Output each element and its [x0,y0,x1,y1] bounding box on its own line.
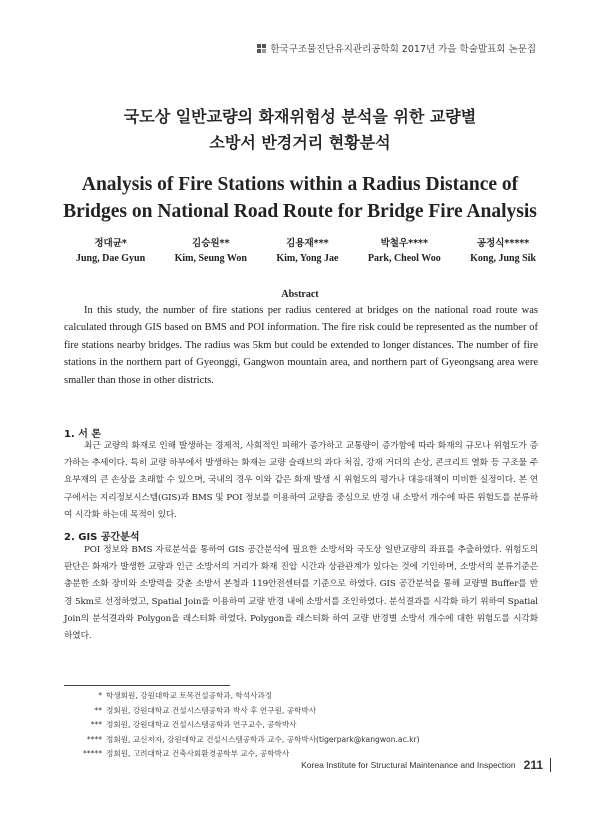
section-title-gis-analysis: 2. GIS 공간분석 [64,532,140,543]
footnote-divider [64,685,230,686]
footnote-mark: ***** [83,749,102,759]
footnote [76,733,536,748]
author-name-korean: 정대균* [94,238,127,249]
abstract-heading: Abstract [281,289,319,300]
footnote-mark: *** [90,720,102,730]
author-list [76,236,536,266]
footnote-text: 학생회원, 강원대학교 토목건설공학과, 학석사과정 [106,691,273,700]
title-english-line-1: Analysis of Fire Stations within a Radius Distance of [81,174,519,195]
grid-mark-icon [257,44,266,53]
footnote-text: 정회원, 강원대학교 건설시스템공학과 박사 후 연구원, 공학박사 [106,705,317,715]
footer-divider [550,758,551,772]
author-name-korean: 김승원** [192,238,230,249]
title-korean-line-2: 소방서 반경거리 현황분석 [209,133,391,152]
section-body-introduction: 최근 교량의 화재로 인해 발생하는 경제적, 사회적인 피해가 증가하고 교통량이 증가함에 따라 화재의 규모나 위험도가 증가하는 추세이다. 특히 교량 하부에서 발생하는 화재는 교량 슬래브의 과다 처짐, 강재 거더의 손상, 콘크리트 열화 등 구조물 주요부재의 큰 손상을 초래할 수 있으며, 국내의 경우 이와 같은 화재 발생 시 위험도의 평가나 대응대책이 미비한 실정이다. 본 연구에서는 지리정보시스템(GIS)과 BMS 및 POI 정보를 이용하여 교량을 중심으로 반경 내 소방서 개수에 따른 위험도를 분류하여 시각화 하는데 목적이 있다. [64,441,538,520]
running-header [257,41,536,55]
page-number: 211 [523,758,543,772]
footnote [76,704,536,719]
footer-institute: Korea Institute for Structural Maintenance and Inspection [301,760,516,770]
author-name-korean: 공정식***** [476,238,530,249]
author-name-korean: 김용재*** [286,238,329,249]
footnote-text: 정회원, 교신저자, 강원대학교 건설시스템공학과 교수, 공학박사(tigerpark@kangwon.ac.kr) [106,734,420,744]
footnote-mark: **** [86,734,102,744]
section-title-introduction: 1. 서 론 [64,429,102,440]
title-korean [0,104,600,156]
footnote-mark: ** [94,705,102,715]
author [76,236,145,266]
footnote-mark: * [98,691,102,700]
footnote-list [76,689,536,762]
footnote-text: 정회원, 고려대학교 건축사회환경공학부 교수, 공학박사 [106,749,290,759]
header-text: 한국구조물진단유지관리공학회 2017년 가을 학술발표회 논문집 [270,44,536,55]
author [175,236,247,266]
author-name-english: Kong, Jung Sik [470,253,536,264]
running-footer [301,758,551,772]
title-english [0,171,600,225]
title-english-line-2: Bridges on National Road Route for Bridge Fire Analysis [63,201,537,222]
author-name-english: Kim, Seung Won [174,253,247,264]
author [276,236,338,266]
footnote-text: 정회원, 강원대학교 건설시스템공학과 연구교수, 공학박사 [106,720,297,730]
author-name-korean: 박철우**** [380,238,428,249]
footnote [76,689,536,704]
author-name-english: Jung, Dae Gyun [76,253,146,264]
section-body-gis-analysis: POI 정보와 BMS 자료분석을 통하여 GIS 공간분석에 필요한 소방서와 국도상 일반교량의 좌표를 추출하였다. 위험도의 판단은 화재가 발생한 교량과 인근 소방서의 거리가 화재 진압 시간과 상관관계가 있다는 것에 기인하며, 소방서의 분류기준은 충분한 소화 장비와 소방력을 갖춘 소방서 본청과 119안전센터를 기준으로 하였다. GIS 공간분석을 통해 교량별 Buffer를 반경 5km로 선정하였고, Spatial Join을 이용하여 교량 반경 내에 소방서를 조인하였다. 분석결과를 시각화 하기 위하여 Spatial Join의 분석결과와 Polygon을 래스터화 하였다. Polygon을 래스터화 하여 교량 반경별 소방서 개수에 대한 위험도를 시각화 하였다. [64,545,538,642]
author [368,236,441,266]
author [470,236,536,266]
abstract-body: In this study, the number of fire stations per radius centered at bridges on the national road route was calculated through GIS based on BMS and POI information. The fire risk could be represented as the number of fire stations nearby bridges. The radius was 5km but could be extended to longer distances. The number of fire stations in the northern part of Gyeonggi, Gangwon mountain area, and northern part of Gyeongsang area were smaller than those in other districts. [64,305,538,386]
footnote [76,718,536,733]
author-name-english: Park, Cheol Woo [367,253,441,264]
author-name-english: Kim, Yong Jae [276,253,339,264]
title-korean-line-1: 국도상 일반교량의 화재위험성 분석을 위한 교량별 [123,107,477,126]
